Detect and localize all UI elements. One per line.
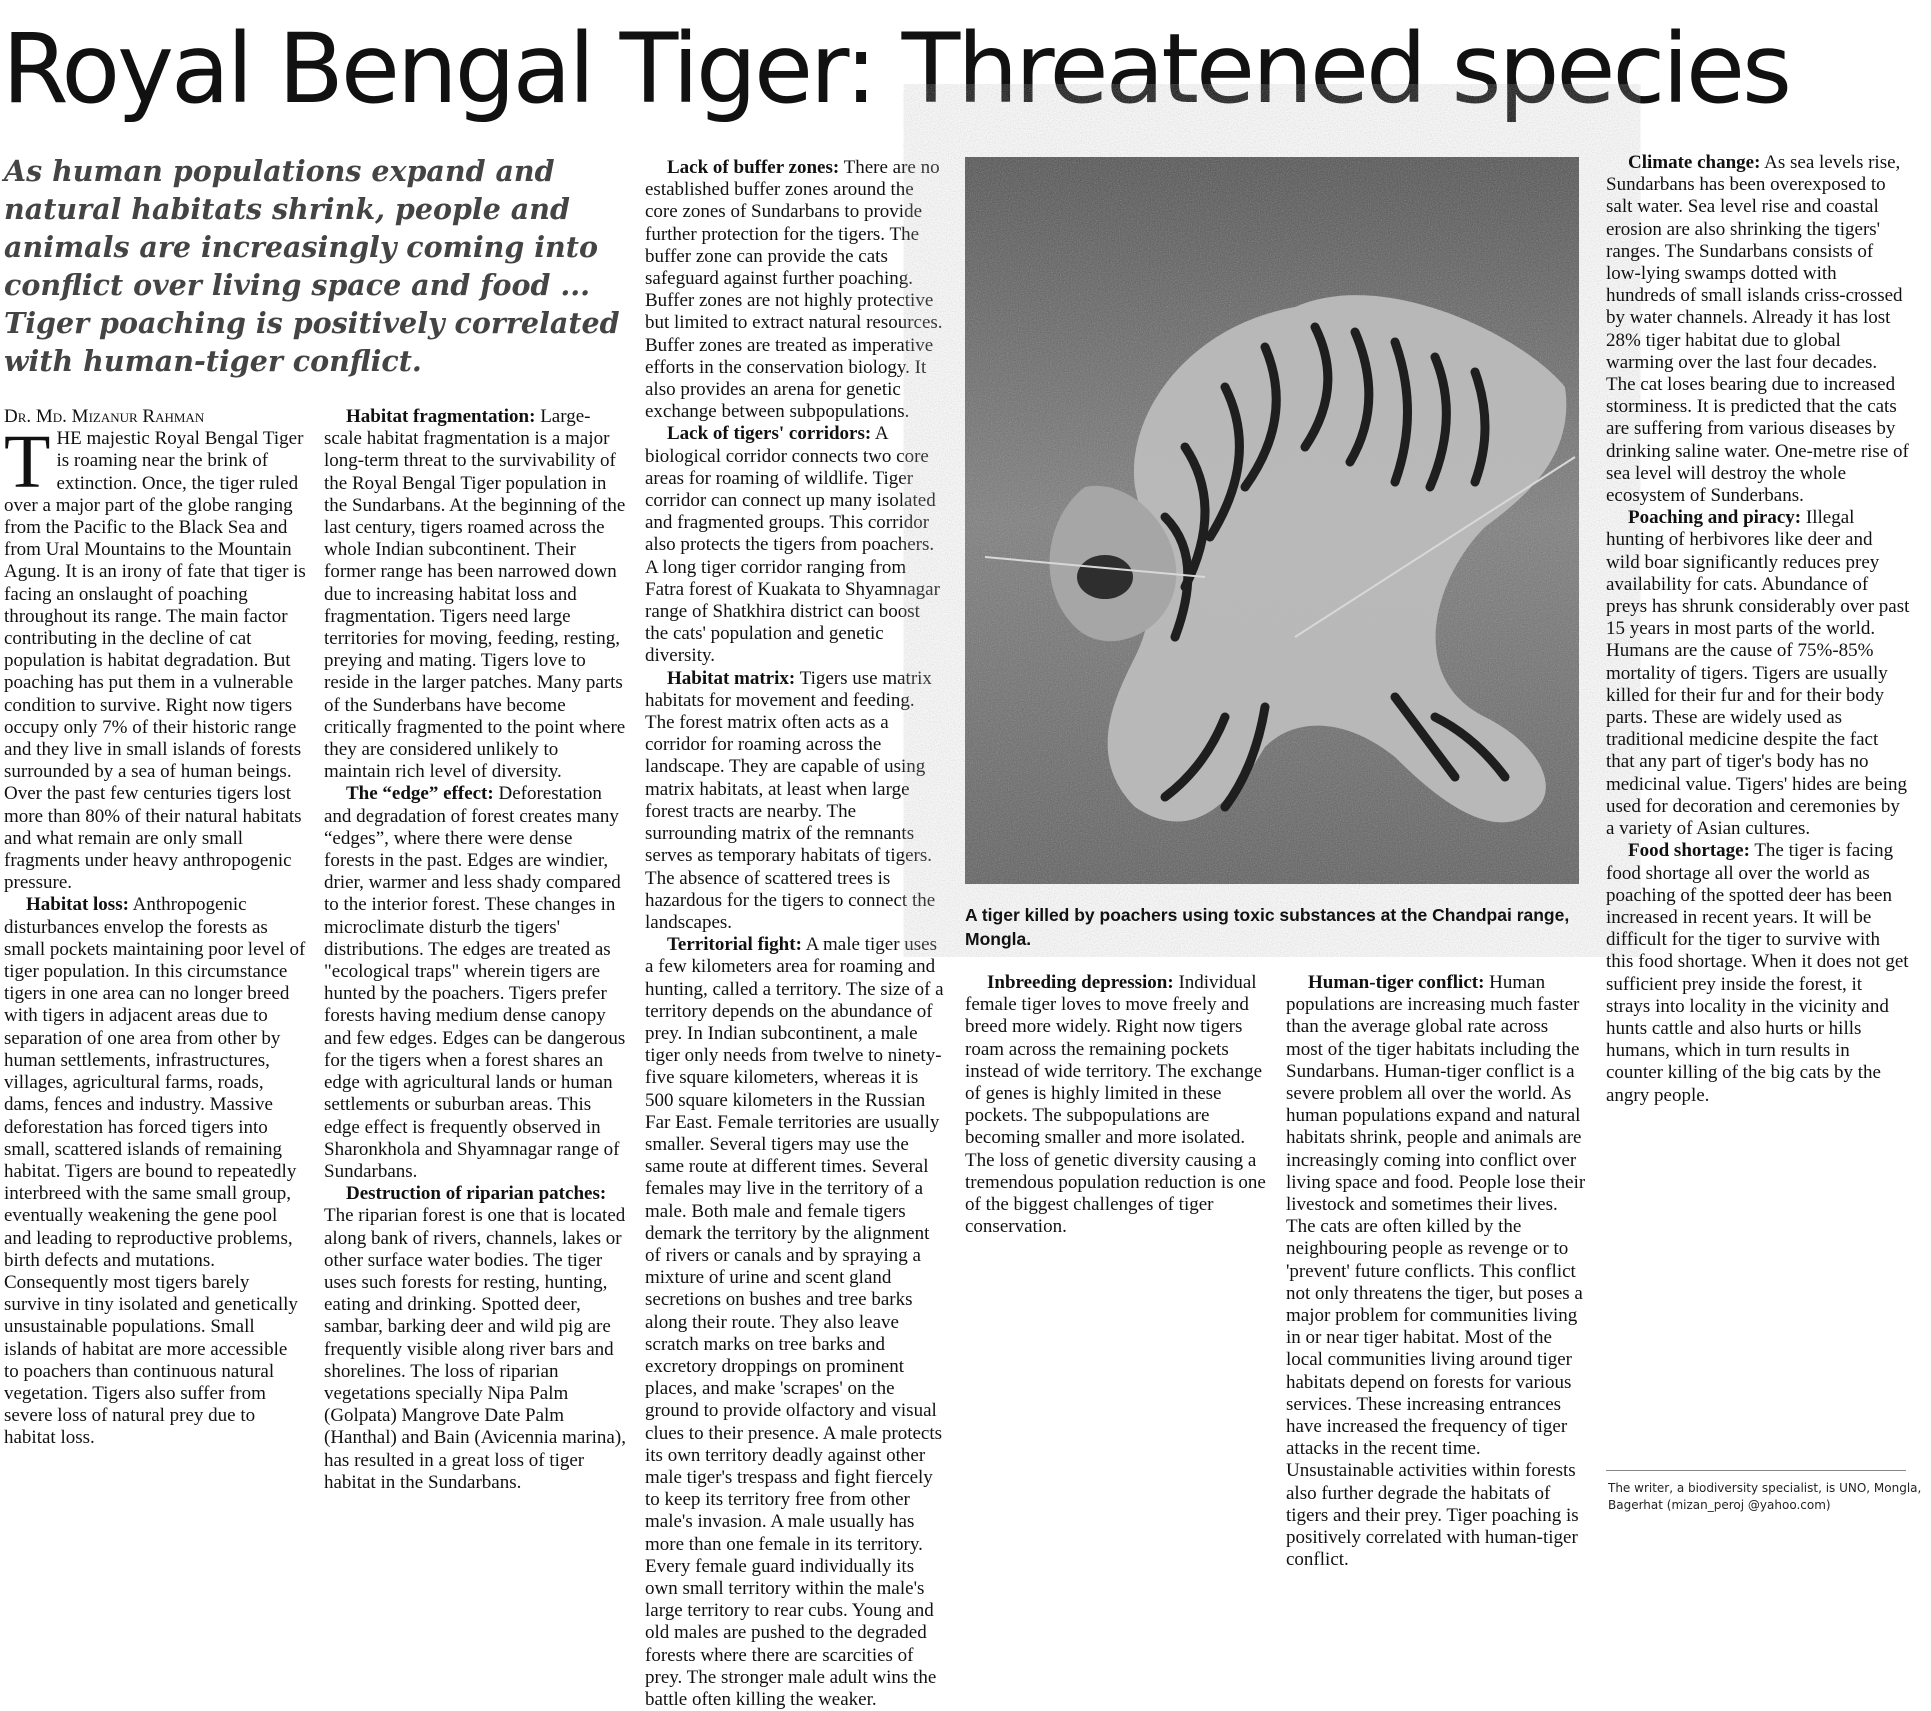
paragraph-inbreeding: Inbreeding depression: Individual female tiger loves to move freely and breed more widely. Right now tigers roam across the remaining pockets instead of wide territory. The exchange of genes is highly limited in these pockets. The subpopulations are becoming smaller and more isolated. The loss of genetic diversity causing a tremendous population reduction is one of the biggest challenges of tiger conservation. [965, 972, 1266, 1238]
paragraph-territorial: Territorial fight: A male tiger uses a few kilometers area for roaming and hunting, called a territory. The size of a territory depends on the abundance of prey. In Indian subcontinent, a male tiger only needs from twelve to ninety-five square kilometers, whereas it is 500 square kilometers in the Russian Far East. Female territories are usually smaller. Several tigers may use the same route at different times. Several females may live in the territory of a male. Both male and female tigers demark the territory by the alignment of rivers or canals and by spraying a mixture of urine and scent gland secretions on bushes and tree barks along their route. They also leave scratch marks on tree barks and excretory droppings on prominent places, and make 'scrapes' on the ground to provide olfactory and visual clues to their presence. A male protects its own territory deadly against other male tiger's trespass and fight fiercely to keep its territory free from other male's invasion. A male usually has more than one female in its territory. Every female guard individually its own small territory within the male's large territory to rear cubs. Young and old males are pushed to the degraded forests where there are scarcities of prey. The stronger male adult wins the battle often killing the weaker. [645, 934, 944, 1711]
subhead-buffer: Lack of buffer zones: [667, 157, 840, 178]
byline [4, 406, 306, 428]
column-5 [1286, 972, 1588, 1571]
subhead-habitat-loss: Habitat loss: [26, 894, 129, 916]
headline: Royal Bengal Tiger: Threatened species [2, 13, 1790, 125]
subhead-inbreeding: Inbreeding depression: [987, 972, 1174, 993]
subhead-territorial: Territorial fight: [667, 934, 802, 956]
tiger-carcass-icon [965, 157, 1579, 884]
column-6 [1606, 152, 1910, 1462]
intro-paragraph: THE majestic Royal Bengal Tiger is roaming near the brink of extinction. Once, the tiger ruled over a major part of the globe ranging from the Pacific to the Black Sea and from Ural Mountains to the Mountain Agung. It is an irony of fate that tiger is facing an onslaught of poaching throughout its range. The main factor contributing in the decline of cat population is habitat degradation. But poaching has put them in a vulnerable condition to survive. Right now tigers occupy only 7% of their historic range and they live in small islands of forests surrounded by a sea of human beings. Over the past few centuries tigers lost more than 80% of their natural habitats and what remain are only small fragments under heavy anthropogenic pressure. [4, 420, 306, 894]
column-2 [324, 406, 626, 1526]
paragraph-matrix: Habitat matrix: Tigers use matrix habitats for movement and feeding. The forest matrix often acts as a corridor for roaming across the landscape. They are capable of using matrix habitats, at least when large forest tracts are nearby. The surrounding matrix of the remnants serves as temporary habitats of tigers. The absence of scattered trees is hazardous for the tigers to connect the landscapes. [645, 667, 936, 933]
dropcap: T [4, 420, 51, 505]
paragraph-buffer: Lack of buffer zones: There are no established buffer zones around the core zones of Sundarbans to provide further protection for the tigers. The buffer zone can provide the cats safeguard against further poaching. Buffer zones are not highly protective but limited to extract natural resources. Buffer zones are treated as imperative efforts in the conservation biology. It also provides an arena for genetic exchange between subpopulations. [645, 157, 943, 423]
tiger-photo [965, 157, 1579, 884]
subhead-fragmentation: Habitat fragmentation: [346, 406, 536, 427]
paragraph-conflict: Human-tiger conflict: Human populations are increasing much faster than the average global rate across most of the tiger habitats including the Sundarbans. Human-tiger conflict is a severe problem all over the world. As human populations expand and natural habitats shrink, people and animals are increasingly coming into conflict over living space and food. People lose their livestock and sometimes their lives. The cats are often killed by the neighbouring people as revenge or to 'prevent' future conflicts. This conflict not only threatens the tiger, but poses a major problem for communities living in or near tiger habitat. Most of the local communities living around tiger habitats depend on forests for various services. These increasing entrances have increased the frequency of tiger attacks in the recent time. Unsustainable activities within forests also further degrade the habitats of tigers and their prey. Tiger poaching is positively correlated with human-tiger conflict. [1286, 972, 1586, 1571]
author-credit: The writer, a biodiversity specialist, is UNO, Mongla, Bagerhat (mizan_peroj @yahoo.com) [1608, 1481, 1922, 1512]
subhead-food: Food shortage: [1628, 840, 1750, 862]
column-1 [4, 406, 306, 1526]
column-4 [965, 972, 1267, 1527]
paragraph-poaching: Poaching and piracy: Illegal hunting of herbivores like deer and wild boar significantly reduces prey availability for cats. Abundance of preys has shrunk considerably over past 15 years in most parts of the world. Humans are the cause of 75%-85% mortality of tigers. Tigers are usually killed for their fur and for their body parts. These are widely used as traditional medicine despite the fact that any part of tiger's body has no medicinal value. Tigers' hides are being used for decoration and ceremonies by a variety of Asian cultures. [1606, 507, 1910, 840]
standfirst: As human populations expand and natural habitats shrink, people and animals are increasingly coming into conflict over living space and food ... Tiger poaching is positively correlated with human-tiger conflict. [4, 154, 620, 378]
paragraph-fragmentation: Habitat fragmentation: Large-scale habitat fragmentation is a major long-term threat to the survivability of the Royal Bengal Tiger population in the Sundarbans. At the beginning of the last century, tigers roamed across the whole Indian subcontinent. Their former range has been narrowed down due to increasing habitat loss and fragmentation. Tigers need large territories for moving, feeding, resting, preying and mating. Tigers love to reside in the larger patches. Many parts of the Sunderbans have become critically fragmented to the point where they are considered unlikely to maintain rich level of diversity. [324, 406, 626, 783]
subhead-edge-effect: The “edge” effect: [346, 783, 494, 805]
paragraph-edge-effect: The “edge” effect: Deforestation and degradation of forest creates many “edges”, where there were dense forests in the past. Edges are windier, drier, warmer and less shady compared to the interior forest. These changes in microclimate disturb the tigers' distributions. The edges are treated as "ecological traps" wherein tigers are hunted by the poachers. Tigers prefer forests having medium dense canopy and few edges. Edges can be dangerous for the tigers when a forest shares an edge with agricultural lands or human settlements or suburban areas. This edge effect is frequently observed in Sharonkhola and Shyamnagar range of Sundarbans. [324, 783, 626, 1182]
paragraph-food: Food shortage: The tiger is facing food shortage all over the world as poaching of the spotted deer has been increased in recent years. It will be difficult for the tiger to survive with this food shortage. When it does not get sufficient prey inside the forest, it strays into locality in the vicinity and hunts cattle and also hurts or hills humans, which in turn results in counter killing of the big cats by the angry people. [1606, 840, 1909, 1106]
subhead-conflict: Human-tiger conflict: [1308, 972, 1485, 993]
paragraph-riparian: Destruction of riparian patches: The riparian forest is one that is located along bank of rivers, channels, lakes or other surface water bodies. The tiger uses such forests for resting, hunting, eating and drinking. Spotted deer, sambar, barking deer and wild pig are frequently visible along river bars and shorelines. The loss of riparian vegetations specially Nipa Palm (Golpata) Mangrove Date Palm (Hanthal) and Bain (Avicennia marina), has resulted in a great loss of tiger habitat in the Sundarbans. [324, 1183, 626, 1493]
subhead-poaching: Poaching and piracy: [1628, 507, 1802, 529]
paragraph-habitat-loss: Habitat loss: Anthropogenic disturbances envelop the forests as small pockets maintaining poor level of tiger population. In this circumstance tigers in one area can no longer breed with tigers in adjacent areas due to separation of one area from other by human settlements, infrastructures, villages, agricultural farms, roads, dams, fences and industry. Massive deforestation has forced tigers into small, scattered islands of remaining habitat. Tigers are bound to repeatedly interbreed with the same small group, eventually weakening the gene pool and leading to reproductive problems, birth defects and mutations. Consequently most tigers barely survive in tiny isolated and genetically unsustainable populations. Small islands of habitat are more accessible to poachers than continuous natural vegetation. Tigers also suffer from severe loss of natural prey due to habitat loss. [4, 894, 306, 1449]
credit-divider [1606, 1470, 1906, 1471]
paragraph-corridor: Lack of tigers' corridors: A biological corridor connects two core areas for roaming of wildlife. Tiger corridor can connect up many isolated and fragmented groups. This corridor also protects the tigers from poachers. A long tiger corridor ranging from Fatra forest of Kuakata to Shyamnagar range of Shatkhira district can boost the cats' population and genetic diversity. [645, 423, 940, 667]
byline-text: Dr. Md. Mizanur Rahman [4, 406, 205, 427]
subhead-climate: Climate change: [1628, 152, 1761, 173]
paragraph-climate: Climate change: As sea levels rise, Sundarbans has been overexposed to salt water. Sea level rise and coastal erosion are also shrinking the tigers' ranges. The Sundarbans consists of low-lying swamps dotted with hundreds of small islands criss-crossed by water channels. Already it has lost 28% tiger habitat due to global warming over the last four decades. The cat loses bearing due to increased storminess. It is predicted that the cats are suffering from various diseases by drinking saline water. One-metre rise of sea level will destroy the whole ecosystem of Sunderbans. [1606, 152, 1909, 507]
subhead-corridor: Lack of tigers' corridors: [667, 423, 872, 445]
subhead-riparian: Destruction of riparian patches: [346, 1183, 607, 1205]
photo-caption: A tiger killed by poachers using toxic substances at the Chandpai range, Mongla. [965, 905, 1570, 949]
subhead-matrix: Habitat matrix: [667, 667, 796, 689]
column-3 [645, 157, 947, 1711]
